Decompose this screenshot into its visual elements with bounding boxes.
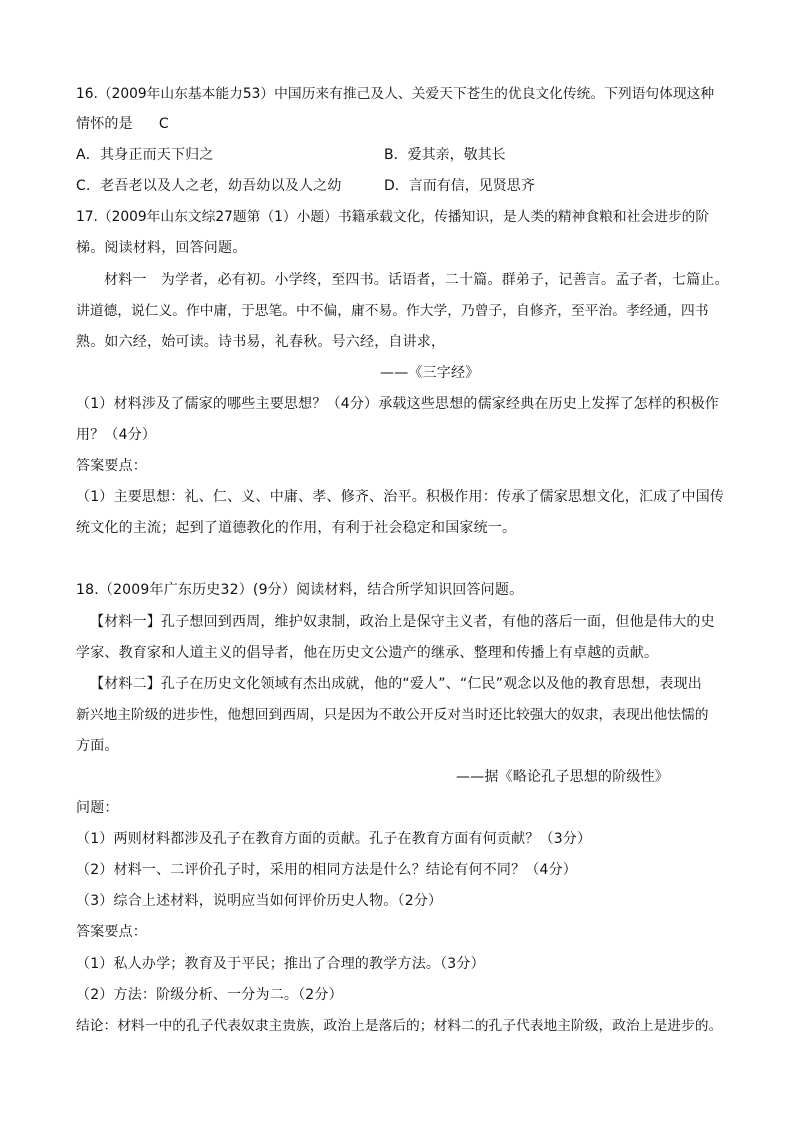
q16-answer: C <box>158 116 169 132</box>
q16-stem-line2 <box>76 114 726 134</box>
q17-answer-label: 答案要点： <box>76 458 147 474</box>
q18-material2-line1: 【材料二】孔子在历史文化领域有杰出成就，他的“爱人”、“仁民”观念以及他的教育思想，表现出 <box>90 676 703 692</box>
q18-question-1: （1）两则材料都涉及孔子在教育方面的贡献。孔子在教育方面有何贡献？（3分） <box>76 831 592 847</box>
q17-question-line2: 用？（4分） <box>76 427 157 443</box>
q18-answer-label: 答案要点： <box>76 924 147 940</box>
q18-question-3: （3）综合上述材料，说明应当如何评价历史人物。（2分） <box>76 893 443 909</box>
q18-stem: 18.（2009年广东历史32）(9分）阅读材料，结合所学知识回答问题。 <box>76 582 524 598</box>
q18-source: ——据《略论孔子思想的阶级性》 <box>456 769 669 785</box>
q16-stem-line1: 16.（2009年山东基本能力53）中国历来有推己及人、关爱天下苍生的优良文化传统。下列语句体现这种 <box>76 86 715 102</box>
q17-source: ——《三字经》 <box>380 365 480 381</box>
q17-question-line1: （1）材料涉及了儒家的哪些主要思想？（4分）承载这些思想的儒家经典在历史上发挥了怎样的积极作 <box>76 396 720 412</box>
q18-material2-line2: 新兴地主阶级的进步性，他想回到西周，只是因为不敢公开反对当时还比较强大的奴隶，表现出他怯懦的 <box>76 707 709 723</box>
q17-material-line1: 材料一 为学者，必有初。小学终，至四书。话语者，二十篇。群弟子，记善言。孟子者，七篇止。 <box>104 272 729 288</box>
q17-material-line3: 熟。如六经，始可读。诗书易，礼春秋。号六经，自讲求， <box>76 334 446 350</box>
q18-answer-2: （2）方法：阶级分析、一分为二。（2分） <box>76 987 343 1003</box>
q18-question-label: 问题： <box>76 800 119 816</box>
q17-material-line2: 讲道德，说仁义。作中庸，于思笔。中不偏，庸不易。作大学，乃曾子，自修齐，至平治。孝经通，四书 <box>76 303 709 319</box>
q17-answer-line2: 统文化的主流；起到了道德教化的作用，有利于社会稳定和国家统一。 <box>76 520 517 536</box>
q17-stem-line1: 17.（2009年山东文综27题第（1）小题）书籍承载文化，传播知识，是人类的精神食粮和社会进步的阶 <box>76 209 710 225</box>
q18-material1-line1: 【材料一】孔子想回到西周，维护奴隶制，政治上是保守主义者，有他的落后一面，但他是伟大的史 <box>90 614 715 630</box>
q18-answer-1: （1）私人办学；教育及于平民；推出了合理的教学方法。（3分） <box>76 956 485 972</box>
q18-material1-line2: 学家、教育家和人道主义的倡导者，他在历史文公遗产的继承、整理和传播上有卓越的贡献。 <box>76 645 659 661</box>
q18-answer-conclusion: 结论：材料一中的孔子代表奴隶主贵族，政治上是落后的；材料二的孔子代表地主阶级，政治上是进步的。 <box>76 1018 723 1034</box>
q16-option-d: D．言而有信，见贤思齐 <box>384 178 535 194</box>
q18-question-2: （2）材料一、二评价孔子时，采用的相同方法是什么？结论有何不同？（4分） <box>76 862 578 878</box>
q16-stem-text: 情怀的是 <box>76 116 133 132</box>
q16-option-a: A．其身正而天下归之 <box>76 147 214 163</box>
q18-material2-line3: 方面。 <box>76 738 119 754</box>
q17-stem-line2: 梯。阅读材料，回答问题。 <box>76 240 247 256</box>
q16-option-b: B．爱其亲，敬其长 <box>384 147 506 163</box>
q16-option-c: C．老吾老以及人之老，幼吾幼以及人之幼 <box>76 178 342 194</box>
q17-answer-line1: （1）主要思想：礼、仁、义、中庸、孝、修齐、治平。积极作用：传承了儒家思想文化，汇成了中国传 <box>76 489 725 505</box>
